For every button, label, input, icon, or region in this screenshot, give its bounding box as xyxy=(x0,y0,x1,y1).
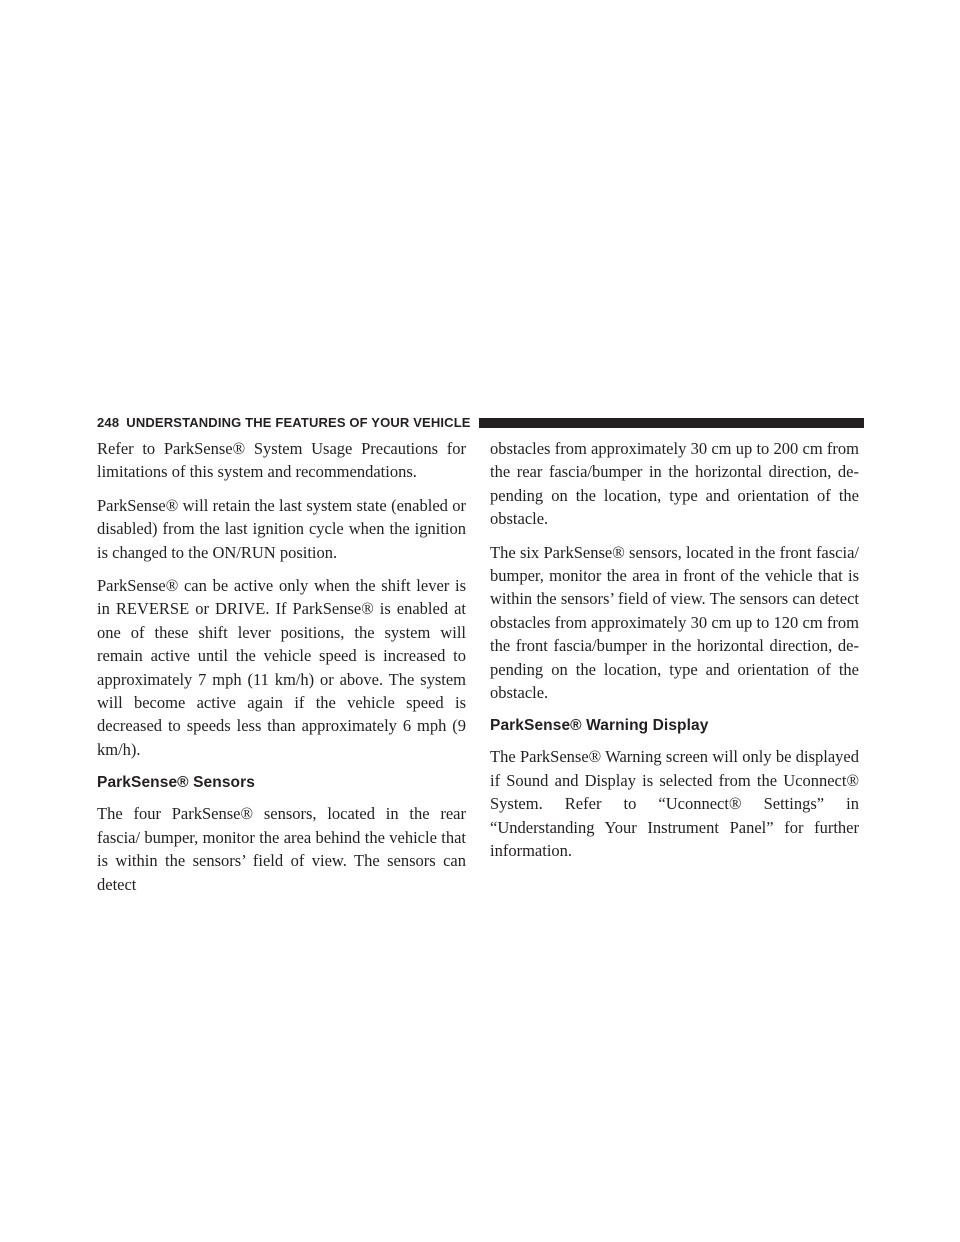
rear-detection-paragraph: obstacles from approximately 30 cm up to 200 cm from the rear fascia/bumper in the horizontal direction, depending on the location, type and orientation of the obstacle. xyxy=(490,439,859,529)
warning-display-paragraph: The ParkSense® Warning screen will only be displayed if Sound and Display is selected from the Uconnect® System. Refer to “Uconnect® Settings” in “Understanding Your Instrument Panel” for further information. xyxy=(490,747,859,861)
page-number: 248 xyxy=(97,414,120,430)
activation-paragraph: ParkSense® can be active only when the shift lever is in REVERSE or DRIVE. If ParkSense® is enabled at one of these shift lever positions, the system will remain active until the vehicle speed is increased to approximately 7 mph (11 km/h) or above. The system will become active again if the vehicle speed is decreased to speeds less than approximately 6 mph (9 km/h). xyxy=(97,576,466,759)
page-header xyxy=(97,414,864,430)
section-title: UNDERSTANDING THE FEATURES OF YOUR VEHICLE xyxy=(126,414,471,430)
system-state-paragraph: ParkSense® will retain the last system state (enabled or disabled) from the last ignition cycle when the ignition is changed to the ON/RUN position. xyxy=(97,495,466,562)
right-column xyxy=(490,437,859,873)
warning-display-heading: ParkSense® Warning Display xyxy=(490,717,709,735)
left-column xyxy=(97,437,466,906)
precautions-paragraph: Refer to ParkSense® System Usage Precautions for limitations of this system and recommendations. xyxy=(97,439,466,482)
rear-sensors-paragraph: The four ParkSense® sensors, located in the rear fascia/ bumper, monitor the area behind the vehicle that is within the sensors’ field of view. The sensors can detect xyxy=(97,804,466,894)
sensors-heading: ParkSense® Sensors xyxy=(97,774,255,792)
front-sensors-paragraph: The six ParkSense® sensors, located in the front fascia/ bumper, monitor the area in front of the vehicle that is within the sensors’ field of view. The sensors can detect obstacles from approximately 30 cm up to 120 cm from the front fascia/bumper in the horizontal direction, depending on the location, type and orientation of the obstacle. xyxy=(490,542,859,703)
header-rule xyxy=(479,418,864,428)
